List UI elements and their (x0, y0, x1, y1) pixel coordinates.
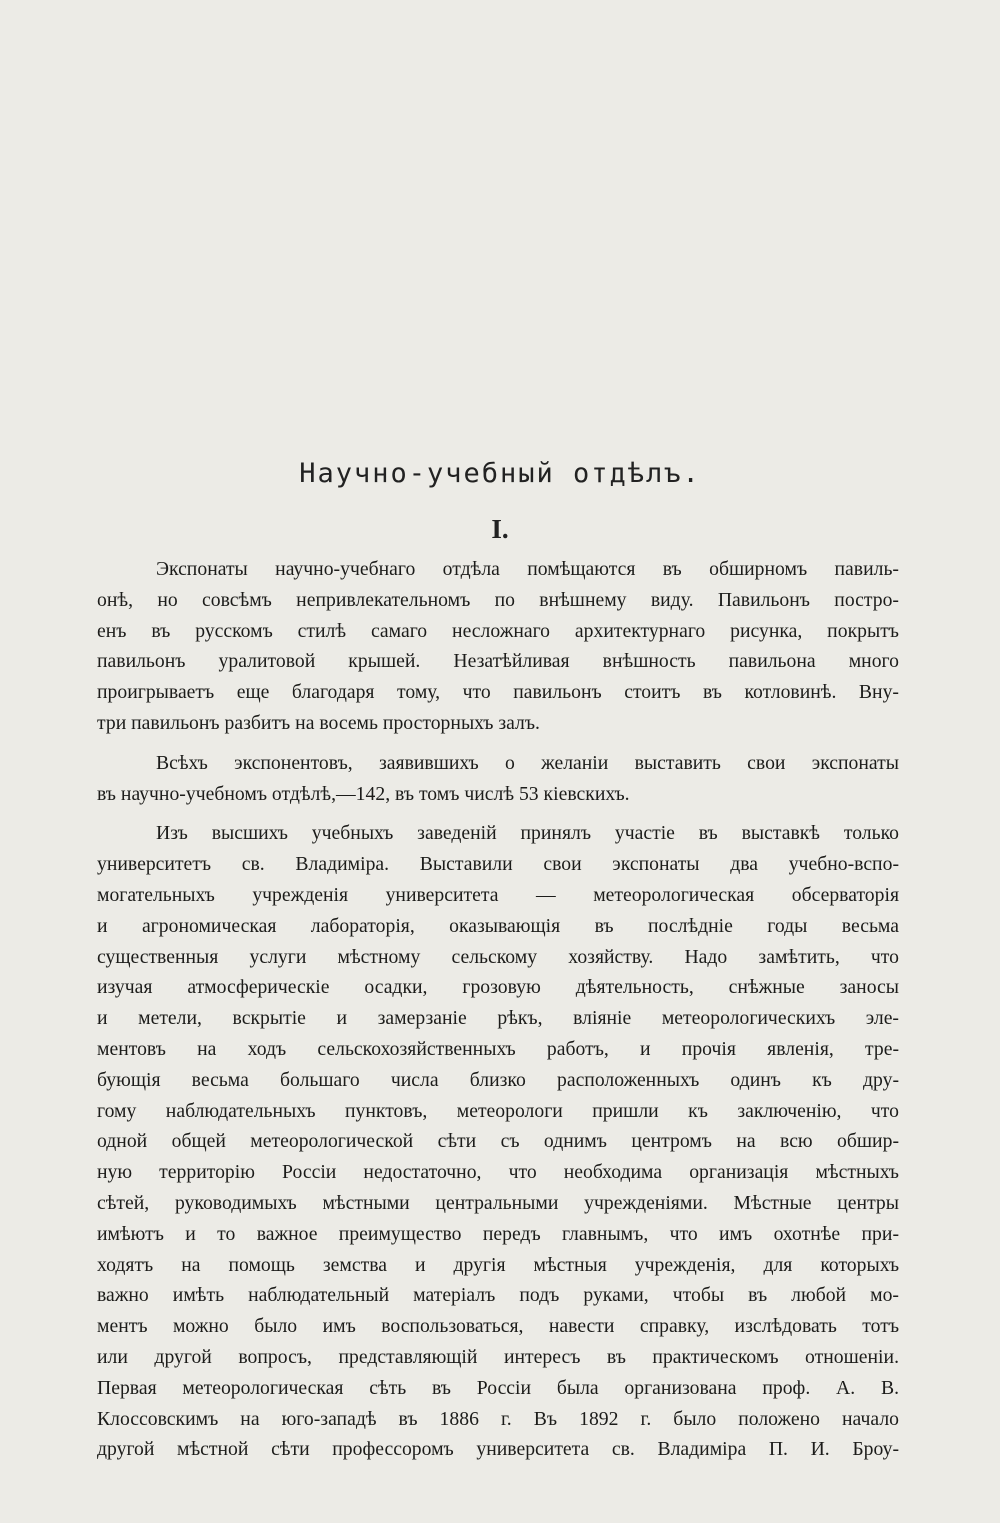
text-line: проигрываетъ еще благодаря тому, что павильонъ стоитъ въ котловинѣ. Вну- (97, 681, 899, 704)
text-line: гому наблюдательныхъ пунктовъ, метеорологи пришли къ заключенію, что (97, 1099, 899, 1122)
text-line: павильонъ уралитовой крышей. Незатѣйливая внѣшность павильона много (97, 650, 899, 673)
text-line: въ научно-учебномъ отдѣлѣ,—142, въ томъ числѣ 53 кіевскихъ. (97, 782, 630, 805)
text-line: и метели, вскрытіе и замерзаніе рѣкъ, вліяніе метеорологическихъ эле- (97, 1007, 899, 1030)
text-line: существенныя услуги мѣстному сельскому хозяйству. Надо замѣтить, что (97, 945, 899, 968)
text-line: енъ въ русскомъ стилѣ самаго несложнаго архитектурнаго рисунка, покрытъ (97, 619, 899, 642)
text-line: университетъ св. Владиміра. Выставили свои экспонаты два учебно-вспо- (97, 853, 899, 876)
text-line: Клоссовскимъ на юго-западѣ въ 1886 г. Въ 1892 г. было положено начало (97, 1407, 899, 1430)
text-line: три павильонъ разбитъ на восемь просторныхъ залъ. (97, 711, 540, 734)
section-heading: Научно-учебный отдѣлъ. (299, 458, 701, 489)
text-line: сѣтей, руководимыхъ мѣстными центральными учрежденіями. Мѣстные центры (97, 1191, 899, 1214)
text-line: бующія весьма большаго числа близко расположенныхъ одинъ къ дру- (97, 1068, 899, 1091)
paragraph-2 (97, 748, 899, 810)
text-line: имѣютъ и то важное преимущество передъ главнымъ, что имъ охотнѣе при- (97, 1222, 899, 1245)
text-line: и агрономическая лабораторія, оказывающія въ послѣдніе годы весьма (97, 914, 899, 937)
text-line: Изъ высшихъ учебныхъ заведеній принялъ участіе въ выставкѣ только (156, 822, 899, 845)
text-line: ную территорію Россіи недостаточно, что необходима организація мѣстныхъ (97, 1161, 899, 1184)
text-line: изучая атмосферическіе осадки, грозовую дѣятельность, снѣжные заносы (97, 976, 899, 999)
text-line: ходятъ на помощь земства и другія мѣстныя учрежденія, для которыхъ (97, 1253, 899, 1276)
text-line: ментовъ на ходъ сельскохозяйственныхъ работъ, и прочія явленія, тре- (97, 1037, 899, 1060)
paragraph-1 (97, 554, 899, 739)
text-line: одной общей метеорологической сѣти съ однимъ центромъ на всю обшир- (97, 1130, 899, 1153)
text-line: онѣ, но совсѣмъ непривлекательномъ по внѣшнему виду. Павильонъ постро- (97, 588, 899, 611)
body-text (97, 554, 899, 1465)
text-line: Экспонаты научно-учебнаго отдѣла помѣщаются въ обширномъ павиль- (156, 558, 899, 580)
paragraph-3 (97, 818, 899, 1465)
text-line: Первая метеорологическая сѣть въ Россіи была организована проф. А. В. (97, 1376, 899, 1399)
text-line: другой мѣстной сѣти профессоромъ университета св. Владиміра П. И. Броу- (97, 1438, 899, 1461)
section-numeral: I. (491, 514, 509, 544)
text-line: Всѣхъ экспонентовъ, заявившихъ о желаніи выставить свои экспонаты (156, 751, 899, 774)
text-line: или другой вопросъ, представляющій интересъ въ практическомъ отношеніи. (97, 1345, 899, 1368)
text-line: ментъ можно было имъ воспользоваться, навести справку, изслѣдовать тотъ (97, 1315, 899, 1338)
text-line: важно имѣть наблюдательный матеріалъ подъ руками, чтобы въ любой мо- (97, 1284, 899, 1307)
text-line: могательныхъ учрежденія университета — метеорологическая обсерваторія (97, 883, 899, 906)
